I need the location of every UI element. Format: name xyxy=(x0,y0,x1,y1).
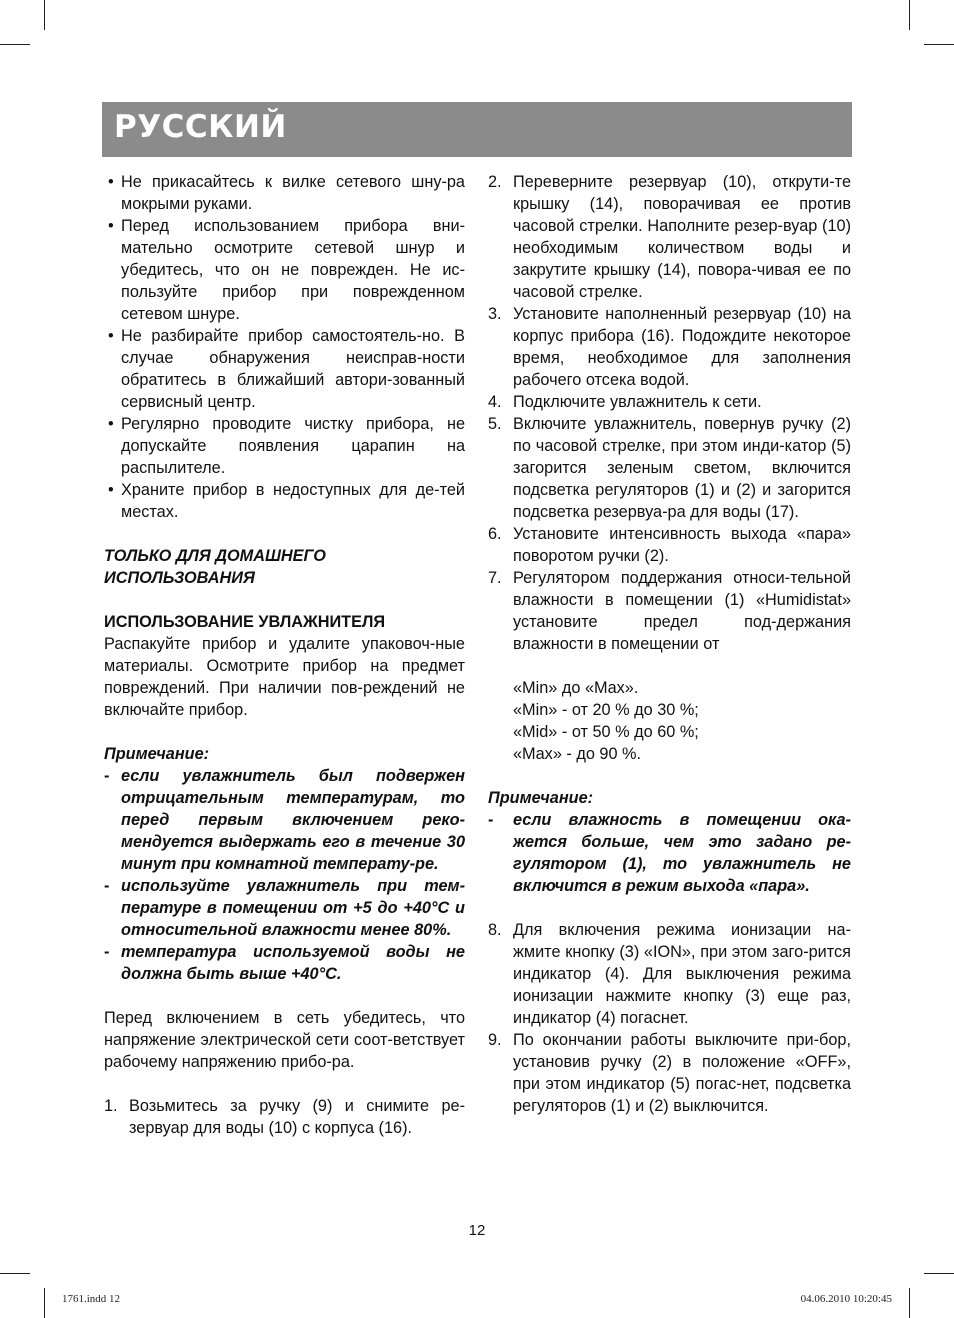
bullet-icon: • xyxy=(108,173,114,191)
step-item: 6. Установите интенсивность выхода «пара» поворотом ручки (2). xyxy=(488,525,851,565)
step-number: 8. xyxy=(488,921,502,939)
dash-icon: - xyxy=(104,767,110,785)
range-line: «Min» - от 20 % до 30 %; xyxy=(513,701,699,719)
crop-mark xyxy=(44,1288,45,1318)
crop-mark xyxy=(0,1273,30,1274)
step-item: 5. Включите увлажнитель, повернув ручку (2) по часовой стрелке, при этом инди-катор (5) загорится зеленым светом, включится подсветка регуляторов (1) и (2) и загорится подсветка резервуа-ра для воды (17). xyxy=(488,415,851,521)
list-item: • Не разбирайте прибор самостоятель-но. В случае обнаружения неисправ-ности обратитесь в ближайший автори-зованный сервисный центр. xyxy=(108,327,465,411)
step-item: 3. Установите наполненный резервуар (10) на корпус прибора (16). Подождите некоторое время, необходимое для заполнения рабочего отсека водой. xyxy=(488,305,851,389)
list-item: • Не прикасайтесь к вилке сетевого шну-ра мокрыми руками. xyxy=(108,173,465,213)
range-line: «Max» - до 90 %. xyxy=(513,745,642,763)
step-number: 4. xyxy=(488,393,502,411)
home-use-heading-line2: ИСПОЛЬЗОВАНИЯ xyxy=(104,569,255,587)
note-item: - используйте увлажнитель при тем-пературе в помещении от +5 до +40°С и относительной влажности менее 80%. xyxy=(104,877,465,939)
crop-mark xyxy=(924,44,954,45)
usage-heading: ИСПОЛЬЗОВАНИЕ УВЛАЖНИТЕЛЯ xyxy=(104,613,386,631)
usage-paragraph: Распакуйте прибор и удалите упаковоч-ные материалы. Осмотрите прибор на предмет повреждений. При наличии пов-реждений не включайте прибор. xyxy=(104,635,465,719)
note-heading: Примечание: xyxy=(104,745,210,763)
bullet-icon: • xyxy=(108,217,114,235)
step-number: 6. xyxy=(488,525,502,543)
step-number: 5. xyxy=(488,415,502,433)
step-number: 7. xyxy=(488,569,502,587)
home-use-heading: ТОЛЬКО ДЛЯ ДОМАШНЕГО xyxy=(104,547,326,565)
bullet-icon: • xyxy=(108,481,114,499)
note-item: - если влажность в помещении ока-жется больше, чем это задано ре-гулятором (1), то увлажнитель не включится в режим выхода «пара». xyxy=(488,811,851,895)
left-column xyxy=(104,171,465,1139)
page-number: 12 xyxy=(468,1222,486,1239)
footer-file: 1761.indd 12 xyxy=(62,1293,121,1305)
crop-mark xyxy=(0,44,30,45)
note-item: - если увлажнитель был подвержен отрицательным температурам, то перед первым включением реко-мендуется выдержать его в течение 30 минут при комнатной температу-ре. xyxy=(104,767,465,873)
dash-icon: - xyxy=(488,811,494,829)
range-line: «Min» до «Max». xyxy=(513,679,639,697)
bullet-icon: • xyxy=(108,327,114,345)
voltage-paragraph: Перед включением в сеть убедитесь, что напряжение электрической сети соот-ветствует рабочему напряжению прибо-ра. xyxy=(104,1009,465,1071)
step-item: 8. Для включения режима ионизации на-жмите кнопку (3) «ION», при этом заго-рится индикатор (4). Для выключения режима ионизации нажмите кнопку (3) еще раз, индикатор (4) погаснет. xyxy=(488,921,851,1027)
crop-mark xyxy=(909,0,910,30)
step-number: 9. xyxy=(488,1031,502,1049)
range-line: «Mid» - от 50 % до 60 %; xyxy=(513,723,699,741)
dash-icon: - xyxy=(104,877,110,895)
step-item: 2. Переверните резервуар (10), открути-те крышку (14), поворачивая ее против часовой стрелки. Наполните резер-вуар (10) необходимым количеством воды и закрутите крышку (14), повора-чивая ее по часовой стрелке. xyxy=(488,173,851,301)
step-item: 4. Подключите увлажнитель к сети. xyxy=(488,393,762,411)
step-item: 9. По окончании работы выключите при-бор, установив ручку (2) в положение «OFF», при этом индикатор (5) погас-нет, подсветка регуляторов (1) и (2) выключится. xyxy=(488,1031,851,1115)
footer-timestamp: 04.06.2010 10:20:45 xyxy=(800,1293,892,1305)
step-number: 1. xyxy=(104,1097,118,1115)
language-banner xyxy=(102,102,852,157)
note-item: - температура используемой воды не должна быть выше +40°С. xyxy=(104,943,465,983)
crop-mark xyxy=(909,1288,910,1318)
crop-mark xyxy=(924,1273,954,1274)
list-item: • Храните прибор в недоступных для де-тей местах. xyxy=(108,481,465,521)
crop-mark xyxy=(44,0,45,30)
step-item: 7. Регулятором поддержания относи-тельной влажности в помещении (1) «Humidistat» установите предел под-держания влажности в помещении от xyxy=(488,569,851,653)
note-heading: Примечание: xyxy=(488,789,594,807)
page-title: РУССКИЙ xyxy=(114,109,287,145)
bullet-icon: • xyxy=(108,415,114,433)
step-number: 2. xyxy=(488,173,502,191)
right-column xyxy=(488,171,851,1117)
list-item: • Регулярно проводите чистку прибора, не допускайте появления царапин на распылителе. xyxy=(108,415,465,477)
step-number: 3. xyxy=(488,305,502,323)
dash-icon: - xyxy=(104,943,110,961)
list-item: • Перед использованием прибора вни-мательно осмотрите сетевой шнур и убедитесь, что он не поврежден. Не ис-пользуйте прибор при поврежденном сетевом шнуре. xyxy=(108,217,465,323)
step-item: 1. Возьмитесь за ручку (9) и снимите ре-зервуар для воды (10) с корпуса (16). xyxy=(104,1097,465,1137)
